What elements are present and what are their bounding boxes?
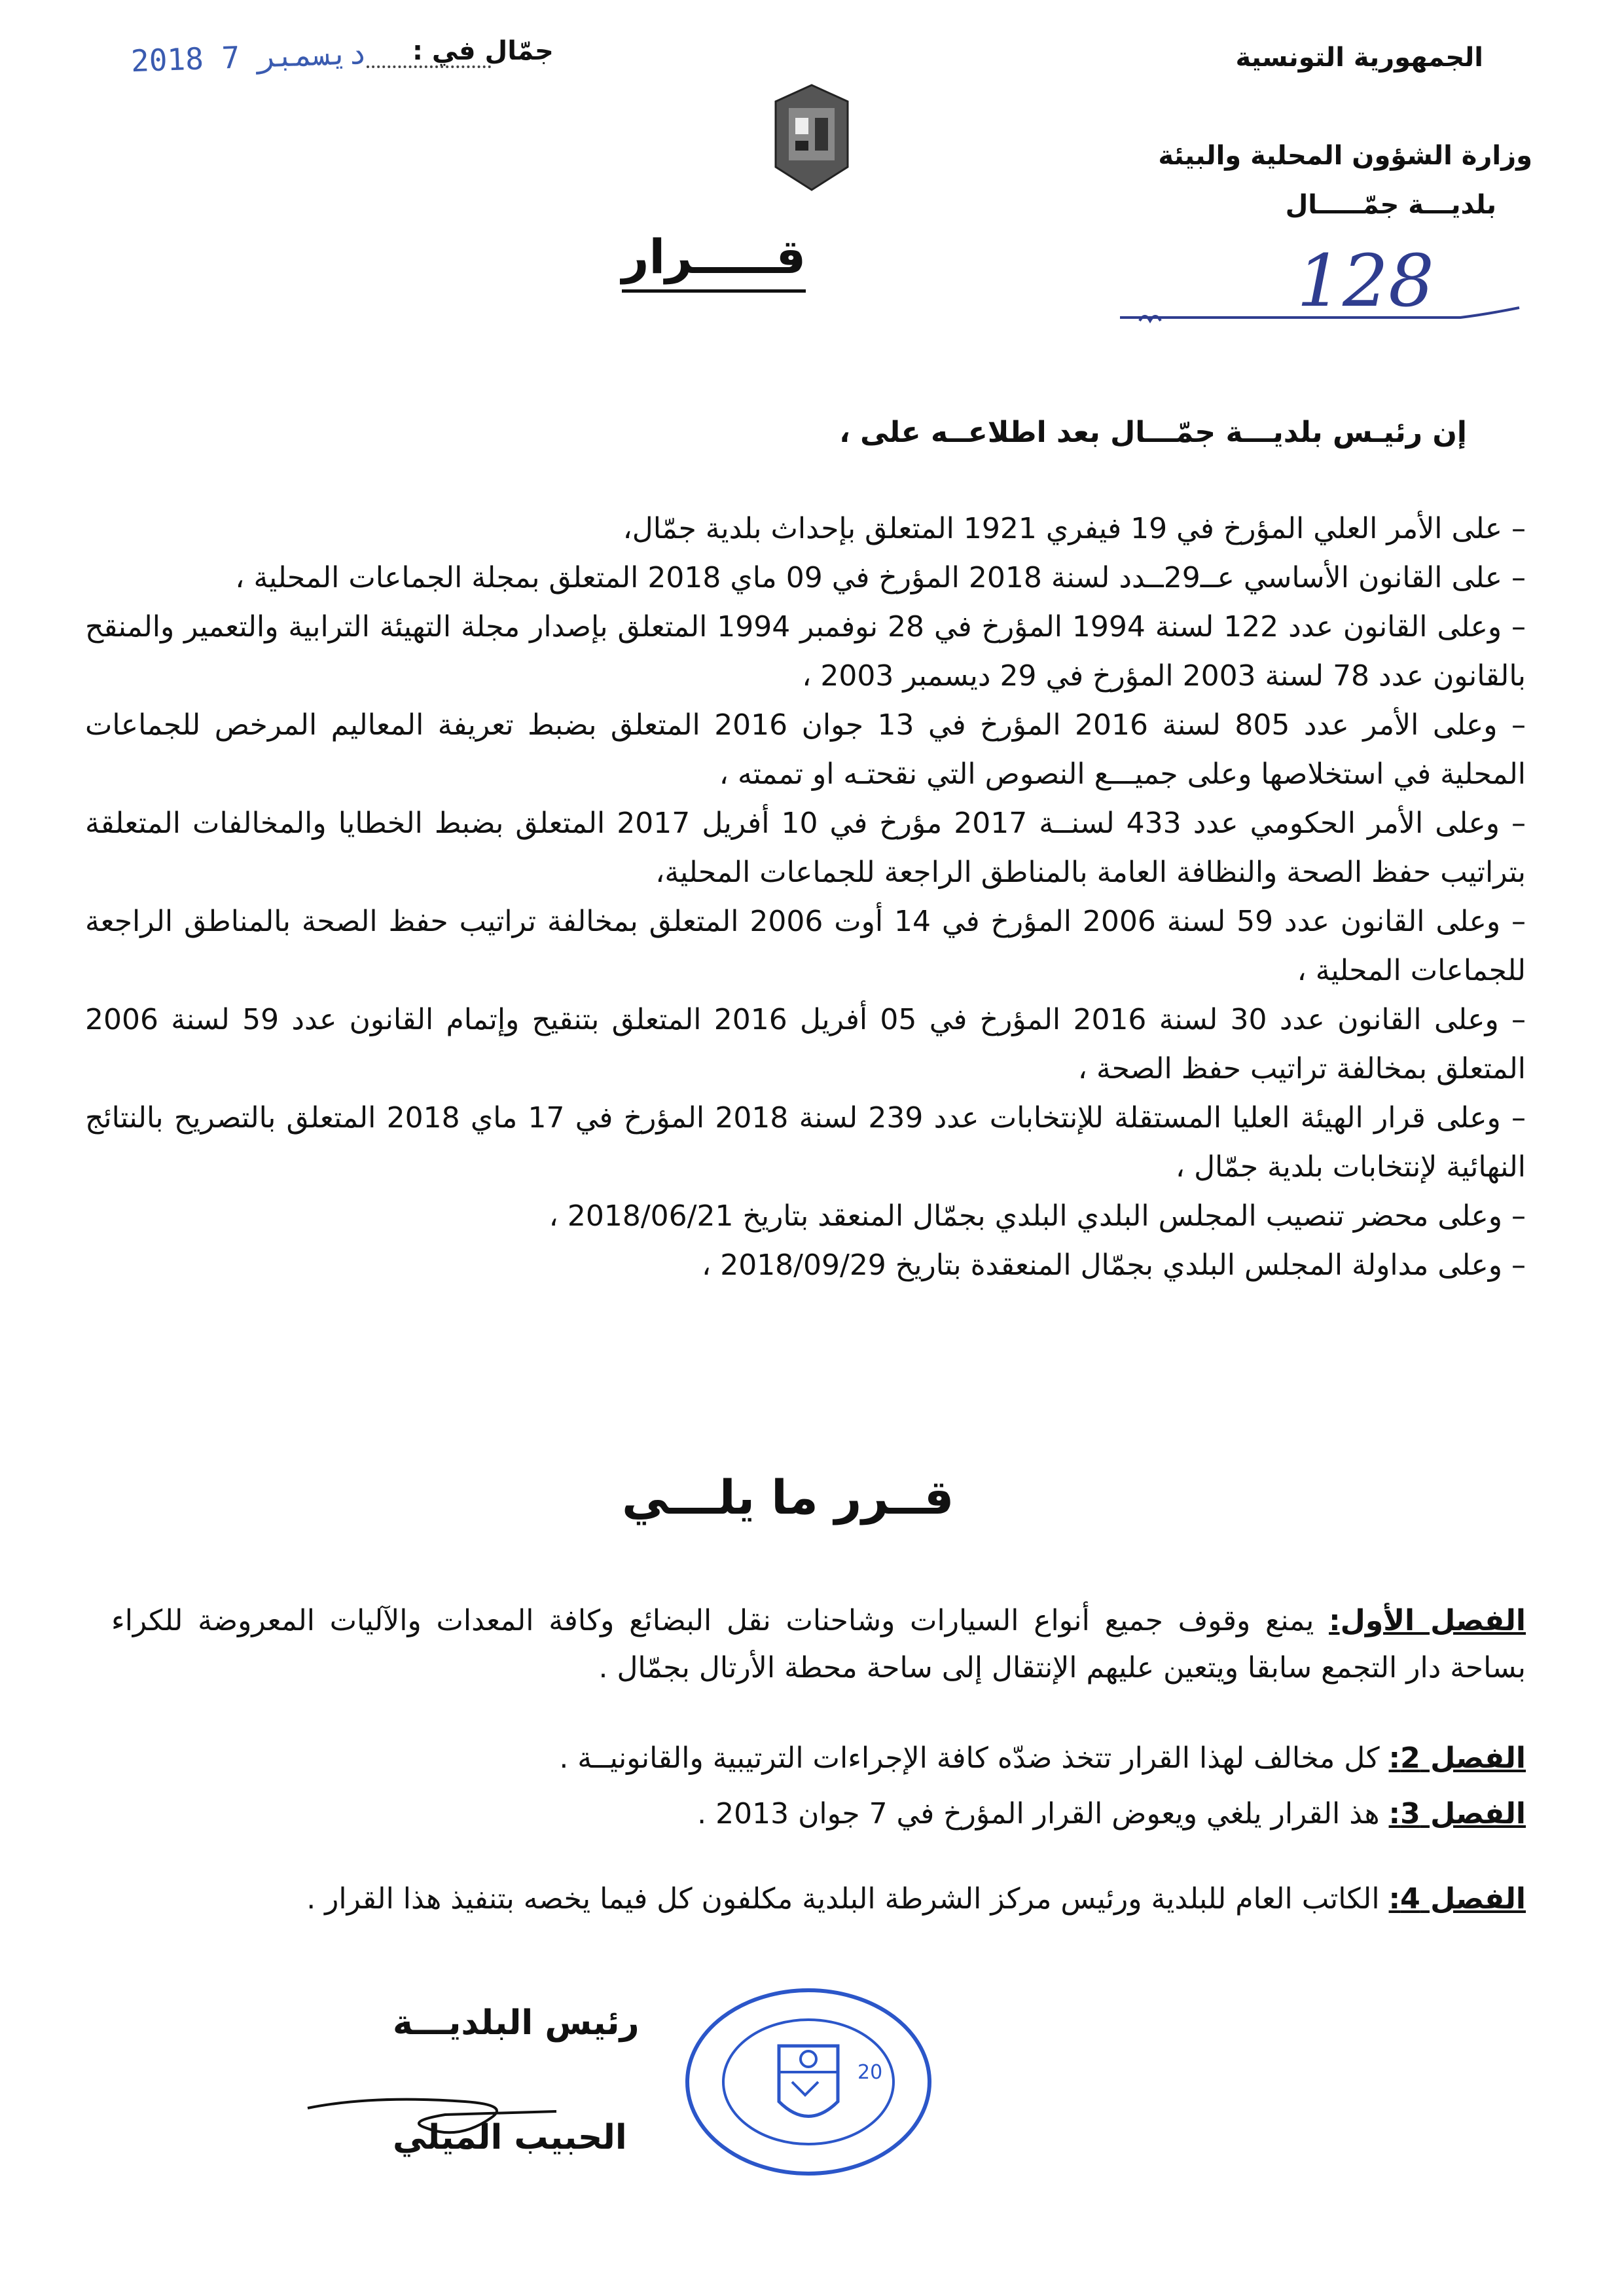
official-seal	[681, 1984, 936, 2180]
preamble-item: – على الأمر العلي المؤرخ في 19 فيفري 1921 المتعلق بإحداث بلدية جمّال،	[623, 512, 1526, 545]
preamble-item: – وعلى القانون عدد 30 لسنة 2016 المؤرخ في 05 أفريل 2016 المتعلق بتنقيح وإتمام القانون عدد 59 لسنة 2006 المتعلق بمخالفة تراتيب حفظ الصحة ،	[85, 1003, 1526, 1085]
ministry-name: وزارة الشؤون المحلية والبيئة	[1158, 141, 1532, 171]
article-text: كل مخالف لهذا القرار تتخذ ضدّه كافة الإجراءات الترتيبية والقانونيــة .	[559, 1741, 1389, 1775]
article-label: الفصل 2:	[1388, 1741, 1526, 1775]
signature-title: رئيس البلديـــة	[393, 2003, 640, 2043]
decides-title: قــرر ما يلـــي	[622, 1470, 954, 1525]
preamble-item: – وعلى الأمر عدد 805 لسنة 2016 المؤرخ في 13 جوان 2016 المتعلق بضبط تعريفة المعاليم المرخص للجماعات المحلية في استخلاصها وعلى جميـــع النصوص التي نقحتـه او تممته ،	[85, 708, 1526, 791]
preamble-item: – وعلى الأمر الحكومي عدد 433 لسنــة 2017 مؤرخ في 10 أفريل 2017 المتعلق بضبط الخطايا والمخالفات المتعلقة بتراتيب حفظ الصحة والنظافة العامة بالمناطق الراجعة للجماعات المحلية،	[85, 807, 1526, 889]
date-dotted-line	[367, 65, 491, 68]
article-2	[111, 1735, 1526, 1782]
preamble-list	[85, 504, 1526, 1290]
article-label: الفصل 3:	[1388, 1797, 1526, 1831]
preamble-item: – وعلى القانون عدد 59 لسنة 2006 المؤرخ في 14 أوت 2006 المتعلق بمخالفة تراتيب حفظ الصحة بالمناطق الراجعة للجماعات المحلية ،	[85, 905, 1526, 987]
municipality-emblem-icon	[769, 82, 854, 193]
preamble-item: – وعلى قرار الهيئة العليا المستقلة للإنتخابات عدد 239 لسنة 2018 المؤرخ في 17 ماي 2018 المتعلق بالتصريح بالنتائج النهائية لإنتخابات بلدية جمّال ،	[85, 1101, 1526, 1184]
seal-number: 20	[857, 2061, 883, 2084]
intro-statement: إن رئيـس بلديـــة جمّـــال بعد اطلاعــه على ،	[839, 416, 1467, 449]
article-text: الكاتب العام للبلدية ورئيس مركز الشرطة البلدية مكلفون كل فيما يخصه بتنفيذ هذا القرار .	[306, 1882, 1389, 1916]
article-label: الفصل الأول:	[1329, 1604, 1526, 1637]
article-text: يمنع وقوف جميع أنواع السيارات وشاحنات نقل البضائع وكافة المعدات والآليات المعروضة للكراء بساحة دار التجمع سابقا ويتعين عليهم الإنتقال إلى ساحة محطة الأرتال بجمّال .	[111, 1604, 1526, 1685]
republic-name: الجمهورية التونسية	[1235, 43, 1483, 73]
issue-place-label: جمّال في :	[412, 36, 554, 66]
article-4	[111, 1876, 1526, 1923]
decision-number-underline	[1068, 288, 1526, 340]
preamble-item: – وعلى محضر تنصيب المجلس البلدي البلدي بجمّال المنعقد بتاريخ 2018/06/21 ،	[549, 1199, 1526, 1233]
article-3	[111, 1791, 1526, 1838]
municipality-name: بلديـــة جمّـــــال	[1285, 190, 1496, 220]
decision-title: قـــــرار	[622, 229, 806, 293]
article-label: الفصل 4:	[1388, 1882, 1526, 1916]
preamble-item: – وعلى مداولة المجلس البلدي بجمّال المنعقدة بتاريخ 2018/09/29 ،	[702, 1248, 1526, 1282]
article-1	[111, 1597, 1526, 1692]
article-text: هذ القرار يلغي ويعوض القرار المؤرخ في 7 جوان 2013 .	[697, 1797, 1389, 1831]
signature-name: الحبيب الميلي	[393, 2118, 627, 2157]
preamble-item: – وعلى القانون عدد 122 لسنة 1994 المؤرخ في 28 نوفمبر 1994 المتعلق بإصدار مجلة التهيئة الترابية والتعمير والمنقح بالقانون عدد 78 لسنة 2003 المؤرخ في 29 ديسمبر 2003 ،	[85, 610, 1526, 693]
decision-number: 128	[1297, 239, 1434, 323]
issue-date-stamp: 2018 ديسمبر 7	[130, 35, 367, 79]
preamble-item: – على القانون الأساسي عــ29ــدد لسنة 2018 المؤرخ في 09 ماي 2018 المتعلق بمجلة الجماعات المحلية ،	[235, 561, 1526, 594]
